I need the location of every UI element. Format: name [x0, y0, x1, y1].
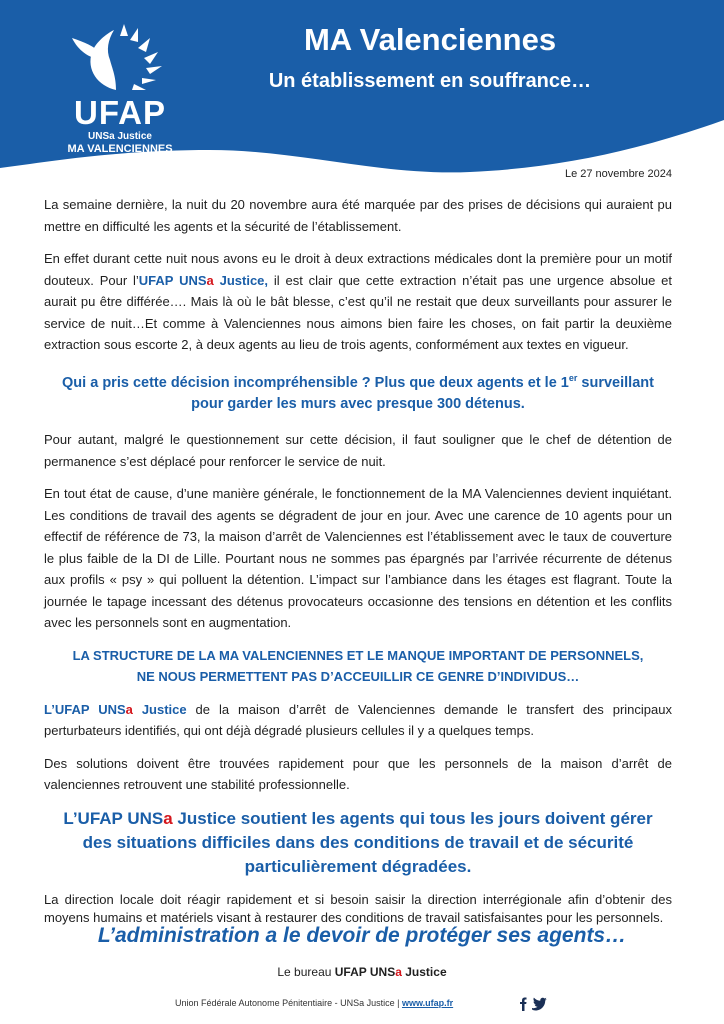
- signature: [0, 965, 724, 979]
- paragraph-3: Pour autant, malgré le questionnement sur cette décision, il faut souligner que le chef de détention de permanence s’est déplacé pour renforcer le service de nuit.: [44, 432, 672, 469]
- facebook-icon[interactable]: [520, 998, 527, 1012]
- closing-slogan: L’administration a le devoir de protéger ses agents…: [97, 924, 627, 947]
- org-name-part: L’UFAP UNS: [63, 808, 164, 828]
- org-name-part: UFAP UNS: [138, 272, 207, 288]
- org-name-part: UFAP UNS: [334, 965, 396, 979]
- social-icons: [516, 996, 556, 1012]
- question-heading: [44, 367, 672, 416]
- caps-line-1: LA STRUCTURE DE LA MA VALENCIENNES ET LE MANQUE IMPORTANT DE PERSONNELS,: [72, 647, 644, 663]
- support-line-2: des situations difficiles dans des conditions de travail et de sécurité: [82, 832, 634, 852]
- page-title: MA Valenciennes: [303, 22, 557, 57]
- paragraph-2: [44, 248, 672, 356]
- org-name-part: Justice: [401, 965, 447, 979]
- org-name: [44, 702, 187, 717]
- document-body: [44, 194, 672, 938]
- question-line-1-end: surveillant: [577, 374, 654, 391]
- bird-icon: [58, 20, 182, 96]
- org-name: [335, 965, 447, 979]
- caps-heading: [44, 645, 672, 687]
- org-name: [139, 273, 268, 288]
- signature-prefix: Le bureau: [277, 965, 335, 979]
- page-subtitle: Un établissement en souffrance…: [268, 70, 592, 92]
- ufap-logo: [50, 20, 190, 160]
- question-superscript: er: [568, 372, 578, 383]
- question-line-2: pour garder les murs avec presque 300 détenus.: [191, 396, 525, 413]
- paragraph-4: En tout état de cause, d’une manière générale, le fonctionnement de la MA Valenciennes devient inquiétant. Les conditions de travail des agents se dégradent de jour en jour. Avec une carence de 10 agents pour un effectif de référence de 73, la maison d’arrêt de Valenciennes est l’établissement avec le taux de couverture le plus faible de la DI de Lille. Pourtant nous ne sommes pas épargnés par l’arrivée récurrente de détenus aux profils « psy » qui polluent la détention. L’impact sur l’ambiance dans les étages est flagrant. Toute la journée le tapage incessant des détenus provocateurs occasionne des tensions en détention et les conflits avec les personnels sont en augmentation.: [44, 486, 672, 631]
- paragraph-1: La semaine dernière, la nuit du 20 novembre aura été marquée par des prises de décisions qui auraient pu mettre en difficulté les agents et la sécurité de l’établissement.: [44, 197, 672, 234]
- footer: [175, 998, 453, 1008]
- org-name-part: Justice,: [213, 272, 269, 288]
- org-name-accent: a: [206, 272, 214, 288]
- support-line-1: soutient les agents qui tous les jours doivent gérer: [236, 808, 653, 828]
- header-banner: [0, 0, 724, 175]
- support-line-3: particulièrement dégradées.: [244, 856, 472, 876]
- paragraph-5: [44, 699, 672, 742]
- paragraph-6: Des solutions doivent être trouvées rapidement pour que les personnels de la maison d’arrêt de valenciennes retrouvent une stabilité professionnelle.: [44, 755, 672, 793]
- logo-ufap-text: UFAP: [73, 94, 166, 131]
- support-heading: [44, 807, 672, 879]
- twitter-icon[interactable]: [532, 998, 547, 1011]
- website-link[interactable]: www.ufap.fr: [401, 998, 454, 1008]
- org-name-part: Justice: [132, 701, 187, 717]
- logo-site-text: MA VALENCIENNES: [67, 143, 173, 155]
- question-line-1: Qui a pris cette décision incompréhensible ? Plus que deux agents et le 1: [62, 374, 569, 391]
- paragraph-5-rest: de la maison d’arrêt de Valenciennes demande le transfert des principaux perturbateurs identifiés, qui ont déjà dégradé plusieurs cellules il y a quelques temps.: [44, 701, 672, 739]
- document-date: Le 27 novembre 2024: [564, 168, 672, 180]
- footer-text: Union Fédérale Autonome Pénitentiaire - UNSa Justice |: [175, 998, 402, 1008]
- org-name-part: L’UFAP UNS: [44, 701, 126, 717]
- org-name-accent: a: [163, 808, 173, 828]
- paragraph-2-rest: il est clair que cette extraction n’était pas une urgence absolue et aurait pu être différée…. Mais là où le bât blesse, c’est qu’il ne restait que deux surveillants pour assurer le service de nuit…Et comme à Valenciennes nous aimons bien faire les choses, on fait partir la deuxième extraction sous escorte 2, à deux agents au lieu de trois agents, conformément aux textes en vigueur.: [44, 272, 673, 352]
- org-name-accent: a: [395, 965, 402, 979]
- caps-line-2: NE NOUS PERMETTENT PAS D’ACCEUILLIR CE GENRE D’INDIVIDUS…: [136, 668, 580, 684]
- paragraph-2-lead: En effet durant cette nuit nous avons eu le droit à deux extractions médicales dont la première pour un motif douteux. Pour l’: [44, 251, 672, 288]
- org-name-part: Justice: [172, 808, 236, 828]
- paragraph-7: La direction locale doit réagir rapidement et si besoin saisir la direction interrégionale afin d’obtenir des moyens humains et matériels visant à restaurer des conditions de travail satisfaisantes pour les personnels.: [44, 891, 672, 925]
- org-name-accent: a: [125, 701, 133, 717]
- logo-unsa-text: UNSa Justice: [88, 131, 152, 142]
